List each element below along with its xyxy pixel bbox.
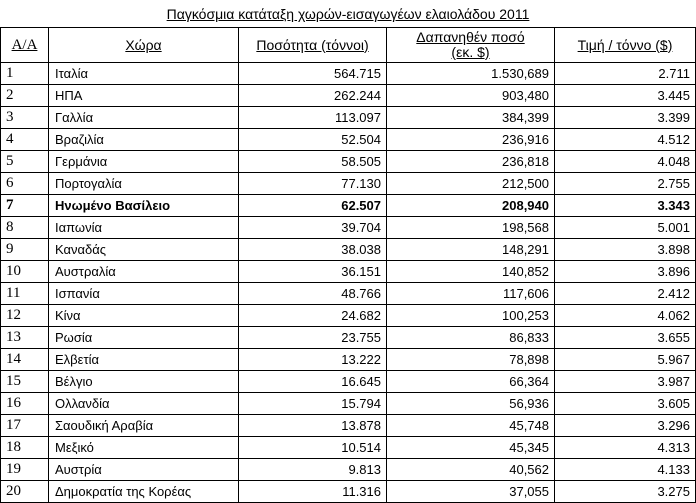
quantity-cell: 38.038 bbox=[239, 239, 387, 261]
country-cell: Ελβετία bbox=[49, 349, 239, 371]
quantity-cell: 23.755 bbox=[239, 327, 387, 349]
price-cell: 4.313 bbox=[555, 437, 696, 459]
country-cell: Αυστραλία bbox=[49, 261, 239, 283]
spent-cell: 140,852 bbox=[387, 261, 555, 283]
price-cell: 5.001 bbox=[555, 217, 696, 239]
rank-cell: 4 bbox=[1, 129, 49, 151]
quantity-cell: 113.097 bbox=[239, 107, 387, 129]
spent-cell: 903,480 bbox=[387, 85, 555, 107]
table-title: Παγκόσμια κατάταξη χωρών-εισαγωγέων ελαιολάδου 2011 bbox=[166, 6, 530, 22]
rank-cell: 19 bbox=[1, 459, 49, 481]
country-cell: Ισπανία bbox=[49, 283, 239, 305]
spent-cell: 384,399 bbox=[387, 107, 555, 129]
price-cell: 3.296 bbox=[555, 415, 696, 437]
spent-cell: 236,818 bbox=[387, 151, 555, 173]
column-header-price: Τιμή / τόννο ($) bbox=[555, 28, 696, 63]
spent-cell: 100,253 bbox=[387, 305, 555, 327]
rank-cell: 20 bbox=[1, 481, 49, 503]
spent-cell: 236,916 bbox=[387, 129, 555, 151]
price-cell: 5.967 bbox=[555, 349, 696, 371]
column-header-spent bbox=[387, 28, 555, 63]
country-cell: Καναδάς bbox=[49, 239, 239, 261]
spent-cell: 40,562 bbox=[387, 459, 555, 481]
table-body bbox=[1, 63, 696, 503]
quantity-cell: 9.813 bbox=[239, 459, 387, 481]
quantity-cell: 62.507 bbox=[239, 195, 387, 217]
country-cell: Αυστρία bbox=[49, 459, 239, 481]
country-cell: Ιαπωνία bbox=[49, 217, 239, 239]
table-row bbox=[1, 371, 696, 393]
table-row bbox=[1, 437, 696, 459]
country-cell: Ιταλία bbox=[49, 63, 239, 85]
country-cell: Βραζιλία bbox=[49, 129, 239, 151]
country-cell: Κίνα bbox=[49, 305, 239, 327]
spent-cell: 45,345 bbox=[387, 437, 555, 459]
rank-cell: 3 bbox=[1, 107, 49, 129]
spent-cell: 78,898 bbox=[387, 349, 555, 371]
table-row bbox=[1, 481, 696, 503]
column-header-quantity: Ποσότητα (τόννοι) bbox=[239, 28, 387, 63]
country-cell: Ηνωμένο Βασίλειο bbox=[49, 195, 239, 217]
spent-cell: 1.530,689 bbox=[387, 63, 555, 85]
country-cell: Ρωσία bbox=[49, 327, 239, 349]
quantity-cell: 52.504 bbox=[239, 129, 387, 151]
price-cell: 3.898 bbox=[555, 239, 696, 261]
olive-oil-importers-table bbox=[0, 27, 696, 503]
rank-cell: 11 bbox=[1, 283, 49, 305]
table-row bbox=[1, 217, 696, 239]
table-row bbox=[1, 415, 696, 437]
price-cell: 2.412 bbox=[555, 283, 696, 305]
header-row bbox=[1, 28, 696, 63]
spent-cell: 198,568 bbox=[387, 217, 555, 239]
country-cell: Γαλλία bbox=[49, 107, 239, 129]
table-row bbox=[1, 239, 696, 261]
table-row bbox=[1, 349, 696, 371]
price-cell: 3.343 bbox=[555, 195, 696, 217]
table-row bbox=[1, 195, 696, 217]
price-cell: 3.605 bbox=[555, 393, 696, 415]
table-row bbox=[1, 63, 696, 85]
quantity-cell: 24.682 bbox=[239, 305, 387, 327]
quantity-cell: 16.645 bbox=[239, 371, 387, 393]
price-cell: 3.987 bbox=[555, 371, 696, 393]
country-cell: Δημοκρατία της Κορέας bbox=[49, 481, 239, 503]
rank-cell: 10 bbox=[1, 261, 49, 283]
country-cell: Γερμάνια bbox=[49, 151, 239, 173]
country-cell: Σαουδική Αραβία bbox=[49, 415, 239, 437]
price-cell: 3.445 bbox=[555, 85, 696, 107]
quantity-cell: 262.244 bbox=[239, 85, 387, 107]
rank-cell: 9 bbox=[1, 239, 49, 261]
rank-cell: 13 bbox=[1, 327, 49, 349]
spent-cell: 45,748 bbox=[387, 415, 555, 437]
rank-cell: 2 bbox=[1, 85, 49, 107]
price-cell: 4.512 bbox=[555, 129, 696, 151]
rank-cell: 7 bbox=[1, 195, 49, 217]
spent-cell: 66,364 bbox=[387, 371, 555, 393]
spent-cell: 56,936 bbox=[387, 393, 555, 415]
quantity-cell: 564.715 bbox=[239, 63, 387, 85]
column-header-spent-line1: Δαπανηθέν ποσό bbox=[416, 29, 525, 45]
rank-cell: 5 bbox=[1, 151, 49, 173]
quantity-cell: 13.222 bbox=[239, 349, 387, 371]
price-cell: 3.655 bbox=[555, 327, 696, 349]
spent-cell: 148,291 bbox=[387, 239, 555, 261]
country-cell: Μεξικό bbox=[49, 437, 239, 459]
price-cell: 4.062 bbox=[555, 305, 696, 327]
quantity-cell: 77.130 bbox=[239, 173, 387, 195]
quantity-cell: 15.794 bbox=[239, 393, 387, 415]
quantity-cell: 36.151 bbox=[239, 261, 387, 283]
country-cell: ΗΠΑ bbox=[49, 85, 239, 107]
rank-cell: 14 bbox=[1, 349, 49, 371]
rank-cell: 6 bbox=[1, 173, 49, 195]
country-cell: Ολλανδία bbox=[49, 393, 239, 415]
quantity-cell: 58.505 bbox=[239, 151, 387, 173]
price-cell: 4.048 bbox=[555, 151, 696, 173]
rank-cell: 12 bbox=[1, 305, 49, 327]
column-header-country: Χώρα bbox=[49, 28, 239, 63]
table-row bbox=[1, 129, 696, 151]
table-row bbox=[1, 327, 696, 349]
spent-cell: 86,833 bbox=[387, 327, 555, 349]
spent-cell: 208,940 bbox=[387, 195, 555, 217]
price-cell: 3.275 bbox=[555, 481, 696, 503]
rank-cell: 18 bbox=[1, 437, 49, 459]
table-row bbox=[1, 107, 696, 129]
table-row bbox=[1, 151, 696, 173]
quantity-cell: 13.878 bbox=[239, 415, 387, 437]
country-cell: Πορτογαλία bbox=[49, 173, 239, 195]
price-cell: 3.896 bbox=[555, 261, 696, 283]
quantity-cell: 48.766 bbox=[239, 283, 387, 305]
table-row bbox=[1, 261, 696, 283]
spent-cell: 212,500 bbox=[387, 173, 555, 195]
rank-cell: 1 bbox=[1, 63, 49, 85]
quantity-cell: 11.316 bbox=[239, 481, 387, 503]
table-row bbox=[1, 85, 696, 107]
rank-cell: 15 bbox=[1, 371, 49, 393]
price-cell: 4.133 bbox=[555, 459, 696, 481]
rank-cell: 17 bbox=[1, 415, 49, 437]
spent-cell: 37,055 bbox=[387, 481, 555, 503]
country-cell: Βέλγιο bbox=[49, 371, 239, 393]
column-header-rank: A/A bbox=[1, 28, 49, 63]
spent-cell: 117,606 bbox=[387, 283, 555, 305]
price-cell: 3.399 bbox=[555, 107, 696, 129]
table-row bbox=[1, 283, 696, 305]
price-cell: 2.711 bbox=[555, 63, 696, 85]
quantity-cell: 39.704 bbox=[239, 217, 387, 239]
column-header-spent-line2: (εκ. $) bbox=[451, 44, 490, 60]
table-row bbox=[1, 459, 696, 481]
price-cell: 2.755 bbox=[555, 173, 696, 195]
rank-cell: 16 bbox=[1, 393, 49, 415]
table-row bbox=[1, 393, 696, 415]
rank-cell: 8 bbox=[1, 217, 49, 239]
table-row bbox=[1, 173, 696, 195]
table-row bbox=[1, 305, 696, 327]
quantity-cell: 10.514 bbox=[239, 437, 387, 459]
